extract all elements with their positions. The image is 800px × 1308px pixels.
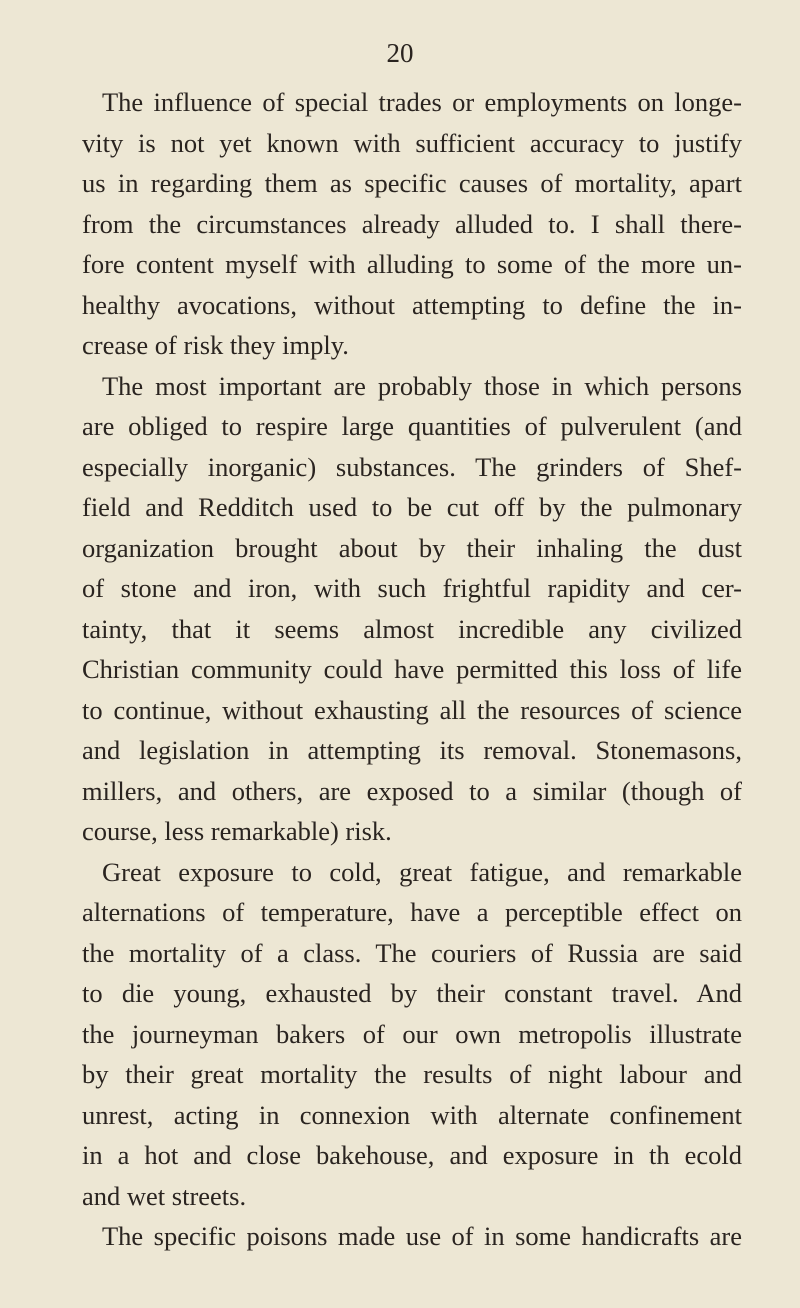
text-line: field and Redditch used to be cut off by the pulmonary [82,492,742,522]
text-line: by their great mortality the results of night labour and [82,1059,742,1089]
text-line: crease of risk they imply. [82,330,349,360]
text-line: vity is not yet known with sufficient accuracy to justify [82,127,742,158]
text-line: the mortality of a class. The couriers of Russia are said [82,937,742,968]
text-line: in a hot and close bakehouse, and exposure in th ecold [82,1140,742,1170]
text-line: to continue, without exhausting all the resources of science [82,694,742,725]
text-line: tainty, that it seems almost incredible any civilized [82,613,742,644]
text-line: from the circumstances already alluded to. I shall there- [82,208,742,239]
body-text [82,82,742,1257]
text-line: The most important are probably those in which persons [102,370,742,401]
text-line: The influence of special trades or employments on longe- [102,87,742,117]
text-line: The specific poisons made use of in some handicrafts are [102,1221,742,1251]
text-line: and legislation in attempting its removal. Stonemasons, [82,735,742,765]
text-line: millers, and others, are exposed to a similar (though of [82,775,742,806]
text-line: to die young, exhausted by their constant travel. And [82,978,742,1008]
text-line: Great exposure to cold, great fatigue, and remarkable [102,856,742,887]
text-line: alternations of temperature, have a perceptible effect on [82,897,742,927]
text-line: especially inorganic) substances. The grinders of Shef- [82,451,742,482]
text-line: organization brought about by their inhaling the dust [82,532,742,563]
text-line: healthy avocations, without attempting to define the in- [82,289,742,320]
text-line: us in regarding them as specific causes of mortality, apart [82,168,742,198]
text-line: the journeyman bakers of our own metropolis illustrate [82,1018,742,1049]
text-line: fore content myself with alluding to some of the more un- [82,249,742,279]
text-line: are obliged to respire large quantities of pulverulent (and [82,411,742,441]
page-number: 20 [386,38,414,68]
text-line: of stone and iron, with such frightful rapidity and cer- [82,573,742,603]
text-line: course, less remarkable) risk. [82,816,392,846]
text-line: Christian community could have permitted this loss of life [82,654,742,684]
text-line: unrest, acting in connexion with alternate confinement [82,1099,742,1130]
text-line: and wet streets. [82,1180,247,1211]
